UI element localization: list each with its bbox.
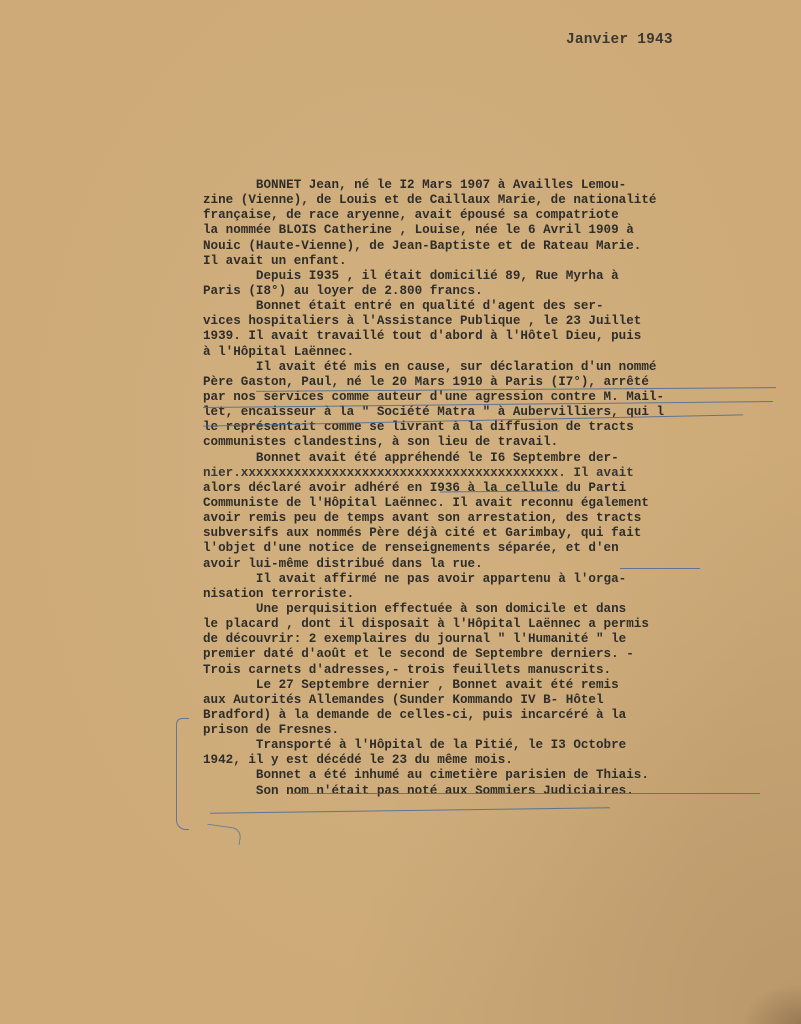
text-line: vices hospitaliers à l'Assistance Publique , le 23 Juillet <box>203 314 642 329</box>
text-line: premier daté d'août et le second de Septembre derniers. - <box>203 647 634 662</box>
text-line: l'objet d'une notice de renseignements séparée, et d'en <box>203 541 619 556</box>
text-line: la nommée BLOIS Catherine , Louise, née le 6 Avril 1909 à <box>203 223 634 238</box>
ink-underline <box>620 568 700 569</box>
ink-bracket <box>176 718 189 830</box>
text-line: à l'Hôpital Laënnec. <box>203 344 355 359</box>
text-line: Bonnet a été inhumé au cimetière parisien de Thiais. <box>203 768 649 783</box>
text-line: par nos services comme auteur d'une agression contre M. Mail- <box>203 389 665 404</box>
text-line: Le 27 Septembre dernier , Bonnet avait été remis <box>203 677 619 692</box>
text-line: Transporté à l'Hôpital de la Pitié, le I3 Octobre <box>203 738 627 753</box>
text-line: Une perquisition effectuée à son domicile et dans <box>203 601 627 616</box>
text-line: Trois carnets d'adresses,- trois feuillets manuscrits. <box>203 662 612 677</box>
text-line: Il avait été mis en cause, sur déclaration d'un nommé <box>203 359 657 374</box>
text-line: le représentait comme se livrant à la diffusion de tracts <box>203 420 634 435</box>
text-line: Bonnet était entré en qualité d'agent des ser- <box>203 299 604 314</box>
document-date: Janvier 1943 <box>566 32 673 48</box>
text-line: BONNET Jean, né le I2 Mars 1907 à Availles Lemou- <box>203 178 627 192</box>
text-line: Paris (I8°) au loyer de 2.800 francs. <box>203 283 483 298</box>
text-line: subversifs aux nommés Père déjà cité et Garimbay, qui fait <box>203 526 642 541</box>
text-line: let, encaisseur à la " Société Matra " à Aubervilliers, qui l <box>203 405 665 420</box>
ink-underline <box>290 793 760 794</box>
text-line: Bonnet avait été appréhendé le I6 Septembre der- <box>203 450 619 465</box>
text-line: zine (Vienne), de Louis et de Caillaux Marie, de nationalité <box>203 193 657 208</box>
text-line: Il avait affirmé ne pas avoir appartenu à l'orga- <box>203 571 627 586</box>
text-line: aux Autorités Allemandes (Sunder Kommando IV B- Hôtel <box>203 692 604 707</box>
text-line: Depuis I935 , il était domicilié 89, Rue Myrha à <box>203 268 619 283</box>
text-line: Son nom n'était pas noté aux Sommiers Judiciaires. <box>203 783 634 798</box>
letter-body <box>203 178 788 799</box>
text-line: avoir lui-même distribué dans la rue. <box>203 556 483 571</box>
text-line: Bradford) à la demande de celles-ci, puis incarcéré à la <box>203 707 627 722</box>
text-line: avoir remis peu de temps avant son arrestation, des tracts <box>203 511 642 526</box>
text-line: nisation terroriste. <box>203 586 355 601</box>
text-line-struck: nier.xxxxxxxxxxxxxxxxxxxxxxxxxxxxxxxxxxxxxxxxxx. Il avait <box>203 465 634 480</box>
paper-wear <box>741 984 801 1024</box>
ink-underline <box>210 807 610 814</box>
text-line: le placard , dont il disposait à l'Hôpital Laënnec a permis <box>203 617 649 632</box>
text-line: Nouic (Haute-Vienne), de Jean-Baptiste et de Rateau Marie. <box>203 238 642 253</box>
text-line: prison de Fresnes. <box>203 723 340 738</box>
text-line: communistes clandestins, à son lieu de travail. <box>203 435 559 450</box>
text-line: Il avait un enfant. <box>203 253 347 268</box>
text-line: Communiste de l'Hôpital Laënnec. Il avait reconnu également <box>203 495 649 510</box>
text-line: 1939. Il avait travaillé tout d'abord à l'Hôtel Dieu, puis <box>203 329 642 344</box>
text-line: Père Gaston, Paul, né le 20 Mars 1910 à Paris (I7°), arrêté <box>203 374 649 389</box>
text-line: 1942, il y est décédé le 23 du même mois. <box>203 753 513 768</box>
text-line: française, de race aryenne, avait épousé sa compatriote <box>203 208 619 223</box>
ink-mark <box>205 824 242 846</box>
text-line: de découvrir: 2 exemplaires du journal " l'Humanité " le <box>203 632 627 647</box>
text-line: alors déclaré avoir adhéré en I936 à la cellule du Parti <box>203 480 627 495</box>
